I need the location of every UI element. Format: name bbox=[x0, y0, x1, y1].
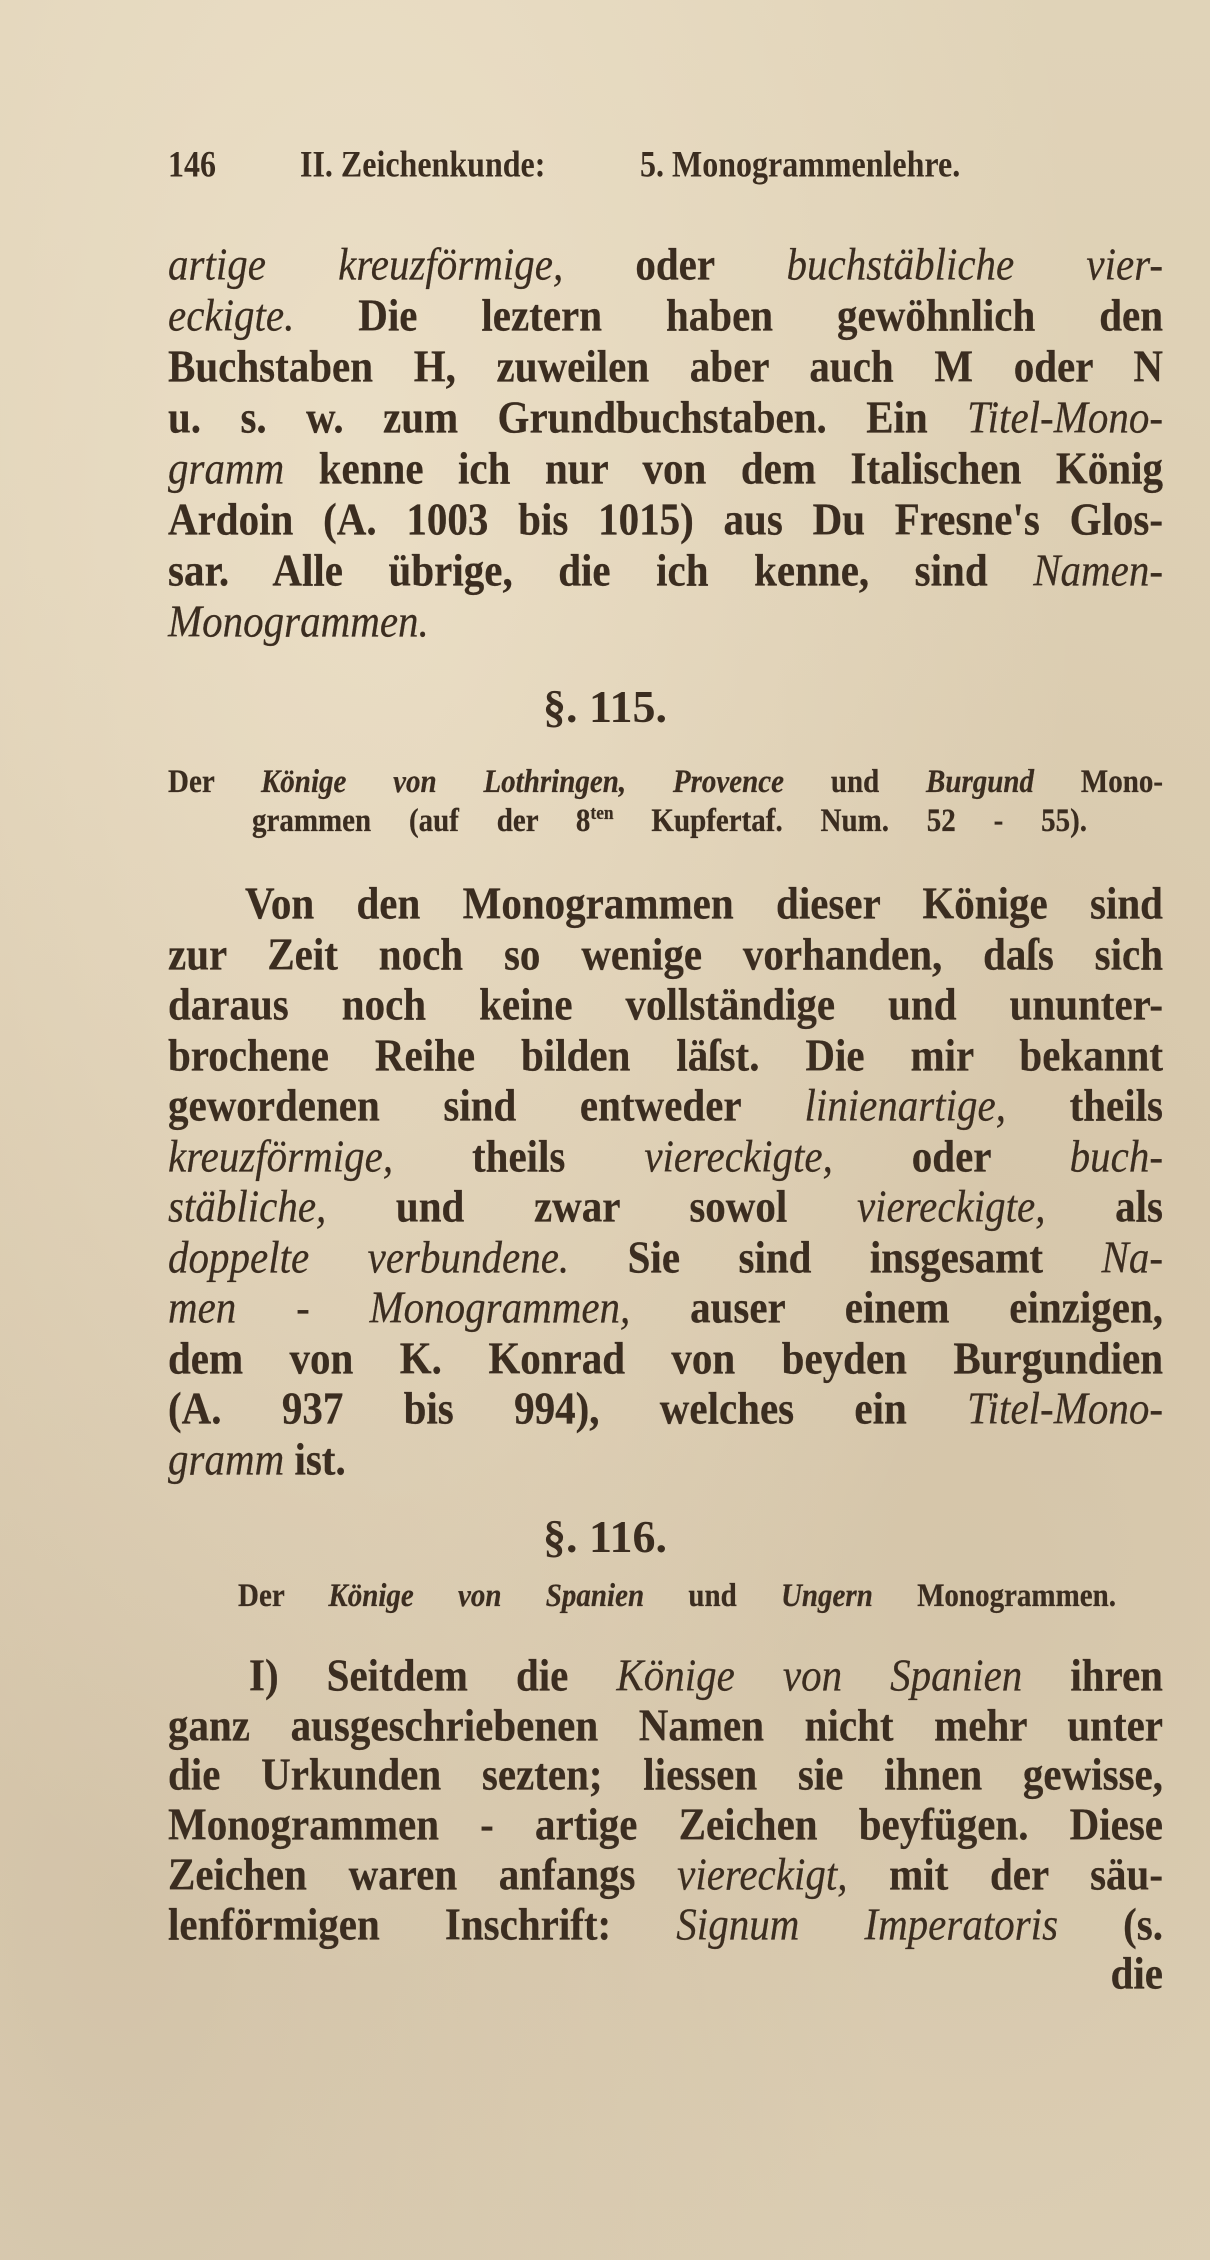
subtitle-line bbox=[168, 762, 1163, 802]
text: als bbox=[1045, 1180, 1163, 1232]
text: ganz ausgeschriebenen Namen nicht mehr unter bbox=[168, 1698, 1163, 1751]
text: die bbox=[1110, 1947, 1163, 1999]
text-line bbox=[168, 1128, 1163, 1184]
text-line bbox=[168, 1380, 1163, 1436]
text-line bbox=[168, 287, 1163, 343]
text-line bbox=[168, 1229, 1163, 1285]
text-line bbox=[168, 542, 1163, 598]
text: lenförmigen Inschrift: bbox=[168, 1897, 677, 1950]
subtitle-line bbox=[252, 801, 1087, 841]
italic-text: doppelte verbundene. bbox=[168, 1230, 570, 1283]
italic-text: Titel-Mono- bbox=[967, 1382, 1163, 1434]
text-line bbox=[249, 1647, 1163, 1703]
text-line bbox=[168, 1431, 1163, 1487]
text: Monogrammen. bbox=[872, 1578, 1117, 1614]
italic-text: stäbliche, bbox=[168, 1180, 327, 1232]
section-heading-116: §. 116. bbox=[543, 1511, 667, 1562]
text: Kupfertaf. Num. 52 - 55). bbox=[613, 803, 1087, 839]
text-line bbox=[168, 1945, 1163, 2001]
text-line bbox=[168, 593, 1163, 649]
italic-text: kreuzförmige, bbox=[168, 1129, 394, 1182]
italic-text: Monogrammen. bbox=[168, 595, 429, 647]
text-line bbox=[245, 875, 1163, 931]
text: Ardoin (A. 1003 bis 1015) aus Du Fresne's Glos- bbox=[168, 493, 1163, 545]
text: gewordenen sind entweder bbox=[168, 1079, 805, 1131]
text: (s. bbox=[1058, 1897, 1164, 1950]
text: grammen (auf der 8 bbox=[252, 803, 591, 839]
running-head-section: 5. Monogrammenlehre. bbox=[640, 143, 961, 185]
text bbox=[626, 764, 673, 800]
italic-text: men - Monogrammen, bbox=[168, 1281, 631, 1333]
text: ten bbox=[590, 801, 614, 824]
italic-text: Titel-Mono- bbox=[967, 391, 1163, 443]
text: theils bbox=[393, 1129, 645, 1182]
section-heading-115: §. 115. bbox=[543, 681, 667, 732]
text-line bbox=[168, 1746, 1163, 1802]
running-head-chapter: II. Zeichenkunde: bbox=[300, 143, 546, 185]
text: auser einem einzigen, bbox=[630, 1281, 1164, 1333]
text-line bbox=[168, 338, 1163, 394]
text: brochene Reihe bilden läſst. Die mir bekannt bbox=[168, 1028, 1163, 1081]
text: Der bbox=[168, 764, 261, 800]
italic-text: Könige von Spanien bbox=[616, 1649, 1023, 1701]
page-number: 146 bbox=[168, 143, 216, 185]
text-line bbox=[168, 1330, 1163, 1386]
text-line bbox=[168, 1077, 1163, 1133]
text: Mono- bbox=[1034, 764, 1163, 800]
text: zur Zeit noch so wenige vorhanden, daſs sich bbox=[168, 927, 1163, 980]
text: I) Seitdem die bbox=[249, 1649, 617, 1701]
text-line bbox=[168, 491, 1163, 547]
text: ist. bbox=[284, 1432, 346, 1485]
text: Monogrammen - artige Zeichen beyfügen. Diese bbox=[168, 1798, 1163, 1850]
text-line bbox=[168, 926, 1163, 982]
text: (A. 937 bis 994), welches ein bbox=[168, 1382, 968, 1434]
subtitle-line bbox=[238, 1576, 1116, 1616]
italic-text: viereckigte, bbox=[644, 1129, 833, 1182]
text-line bbox=[168, 1796, 1163, 1852]
text-line bbox=[168, 1697, 1163, 1753]
text: daraus noch keine vollständige und ununter- bbox=[168, 978, 1163, 1030]
italic-text: Könige von Spanien bbox=[328, 1578, 645, 1614]
text: mit der säu- bbox=[847, 1848, 1163, 1900]
italic-text: viereckigte, bbox=[856, 1180, 1046, 1232]
text: Sie sind insgesamt bbox=[569, 1230, 1102, 1283]
text-line bbox=[168, 1846, 1163, 1902]
italic-text: Burgund bbox=[926, 764, 1035, 800]
text: theils bbox=[1006, 1079, 1163, 1131]
italic-text: Könige von Lothringen, bbox=[260, 764, 627, 800]
text-line bbox=[168, 1279, 1163, 1335]
italic-text: gramm bbox=[168, 442, 285, 494]
text: oder bbox=[563, 238, 787, 290]
text: u. s. w. zum Grundbuchstaben. Ein bbox=[168, 391, 968, 443]
text-line bbox=[168, 440, 1163, 496]
text: oder bbox=[832, 1129, 1070, 1182]
text-line bbox=[168, 1027, 1163, 1083]
italic-text: gramm bbox=[168, 1432, 285, 1485]
text-line bbox=[168, 976, 1163, 1032]
text: Zeichen waren anfangs bbox=[168, 1848, 678, 1900]
text: Buchstaben H, zuweilen aber auch M oder N bbox=[168, 340, 1163, 392]
text: ihren bbox=[1022, 1649, 1163, 1701]
italic-text: viereckigt, bbox=[677, 1848, 848, 1900]
text: Der bbox=[238, 1578, 329, 1614]
italic-text: Signum Imperatoris bbox=[676, 1897, 1059, 1950]
text-line bbox=[168, 389, 1163, 445]
text: die Urkunden sezten; liessen sie ihnen gewisse, bbox=[168, 1748, 1163, 1801]
text: und bbox=[784, 764, 927, 800]
text: kenne ich nur von dem Italischen König bbox=[284, 442, 1163, 494]
text-line bbox=[168, 236, 1163, 292]
italic-text: Ungern bbox=[780, 1578, 873, 1614]
text-line bbox=[168, 1178, 1163, 1234]
text: Die leztern haben gewöhnlich den bbox=[294, 289, 1163, 341]
italic-text: buch- bbox=[1069, 1129, 1163, 1182]
italic-text: linienartige, bbox=[804, 1079, 1006, 1131]
italic-text: buchstäbliche vier- bbox=[786, 238, 1164, 290]
italic-text: Provence bbox=[672, 764, 785, 800]
italic-text: Namen- bbox=[1033, 544, 1163, 596]
text-line bbox=[168, 1896, 1163, 1952]
text: Von den Monogrammen dieser Könige sind bbox=[245, 877, 1163, 929]
italic-text: artige kreuzförmige, bbox=[168, 238, 564, 290]
italic-text: Na- bbox=[1101, 1230, 1163, 1283]
text: und zwar sowol bbox=[326, 1180, 857, 1232]
text: sar. Alle übrige, die ich kenne, sind bbox=[168, 544, 1034, 596]
italic-text: eckigte. bbox=[168, 289, 295, 341]
text: und bbox=[644, 1578, 781, 1614]
text: dem von K. Konrad von beyden Burgundien bbox=[168, 1331, 1163, 1384]
